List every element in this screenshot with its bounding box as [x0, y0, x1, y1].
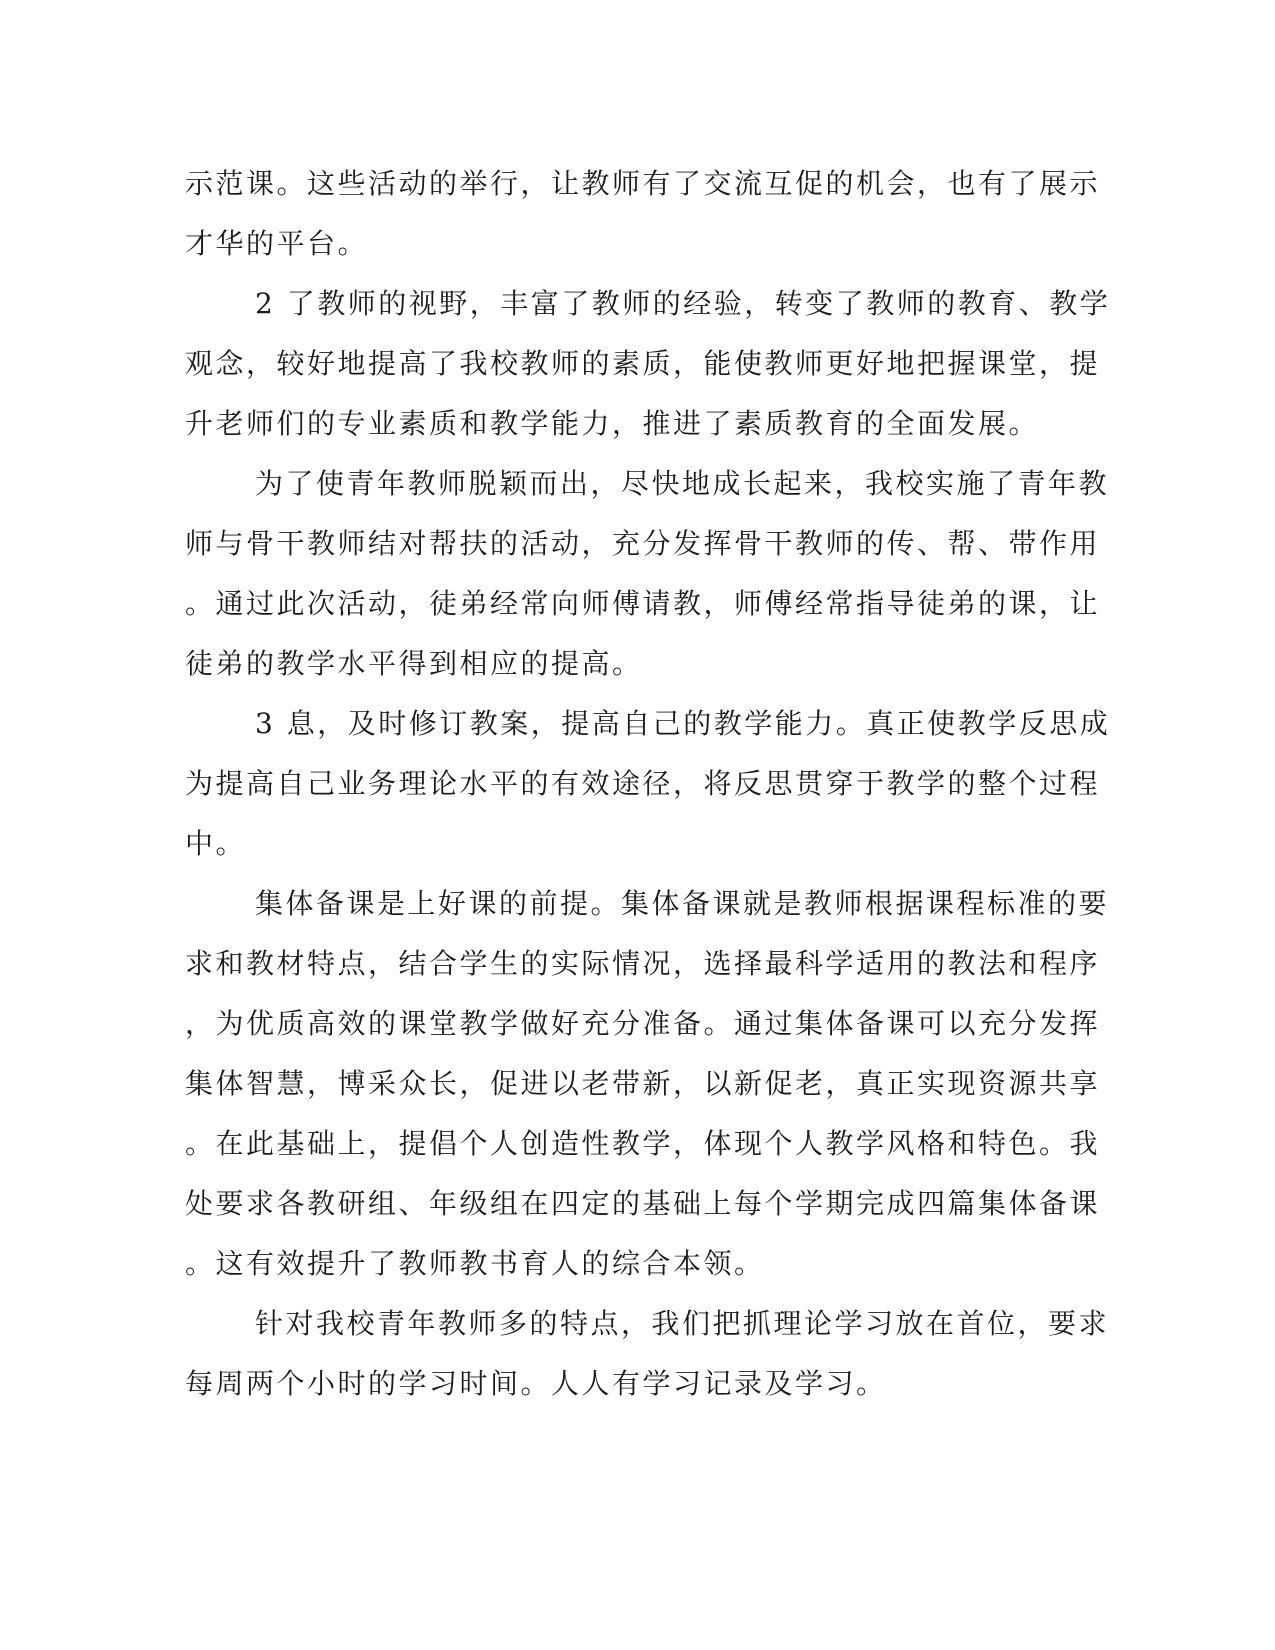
- text-line: 2 了教师的视野，丰富了教师的经验，转变了教师的教育、教学: [255, 287, 1111, 320]
- text-line: 针对我校青年教师多的特点，我们把抓理论学习放在首位，要求: [255, 1307, 1110, 1340]
- text-line: 。这有效提升了教师教书育人的综合本领。: [185, 1247, 765, 1280]
- text-line: 集体备课是上好课的前提。集体备课就是教师根据课程标准的要: [255, 887, 1110, 920]
- paragraph-4: [185, 694, 1111, 874]
- paragraph-6: [185, 1294, 1110, 1414]
- paragraph-1: [185, 154, 1101, 274]
- text-line: 为了使青年教师脱颖而出，尽快地成长起来，我校实施了青年教: [255, 467, 1110, 500]
- paragraph-3: [185, 454, 1110, 694]
- text-line: 。通过此次活动，徒弟经常向师傅请教，师傅经常指导徒弟的课，让: [185, 587, 1101, 620]
- text-line: 观念，较好地提高了我校教师的素质，能使教师更好地把握课堂，提: [185, 347, 1101, 380]
- text-line: ，为优质高效的课堂教学做好充分准备。通过集体备课可以充分发挥: [185, 1007, 1101, 1040]
- text-line: 升老师们的专业素质和教学能力，推进了素质教育的全面发展。: [185, 407, 1040, 440]
- text-line: 求和教材特点，结合学生的实际情况，选择最科学适用的教法和程序: [185, 947, 1101, 980]
- text-line: 徒弟的教学水平得到相应的提高。: [185, 647, 643, 680]
- paragraph-5: [185, 874, 1110, 1294]
- paragraph-2: [185, 274, 1111, 454]
- text-line: 3 息，及时修订教案，提高自己的教学能力。真正使教学反思成: [255, 707, 1111, 740]
- text-line: 处要求各教研组、年级组在四定的基础上每个学期完成四篇集体备课: [185, 1187, 1101, 1220]
- text-line: 才华的平台。: [185, 227, 369, 260]
- text-line: 。在此基础上，提倡个人创造性教学，体现个人教学风格和特色。我: [185, 1127, 1101, 1160]
- text-line: 中。: [185, 827, 247, 860]
- text-line: 每周两个小时的学习时间。人人有学习记录及学习。: [185, 1367, 887, 1400]
- text-line: 师与骨干教师结对帮扶的活动，充分发挥骨干教师的传、帮、带作用: [185, 527, 1101, 560]
- text-line: 集体智慧，博采众长，促进以老带新，以新促老，真正实现资源共享: [185, 1067, 1101, 1100]
- text-line: 为提高自己业务理论水平的有效途径，将反思贯穿于教学的整个过程: [185, 767, 1101, 800]
- text-line: 示范课。这些活动的举行，让教师有了交流互促的机会，也有了展示: [185, 167, 1101, 200]
- document-body: [185, 154, 1111, 1414]
